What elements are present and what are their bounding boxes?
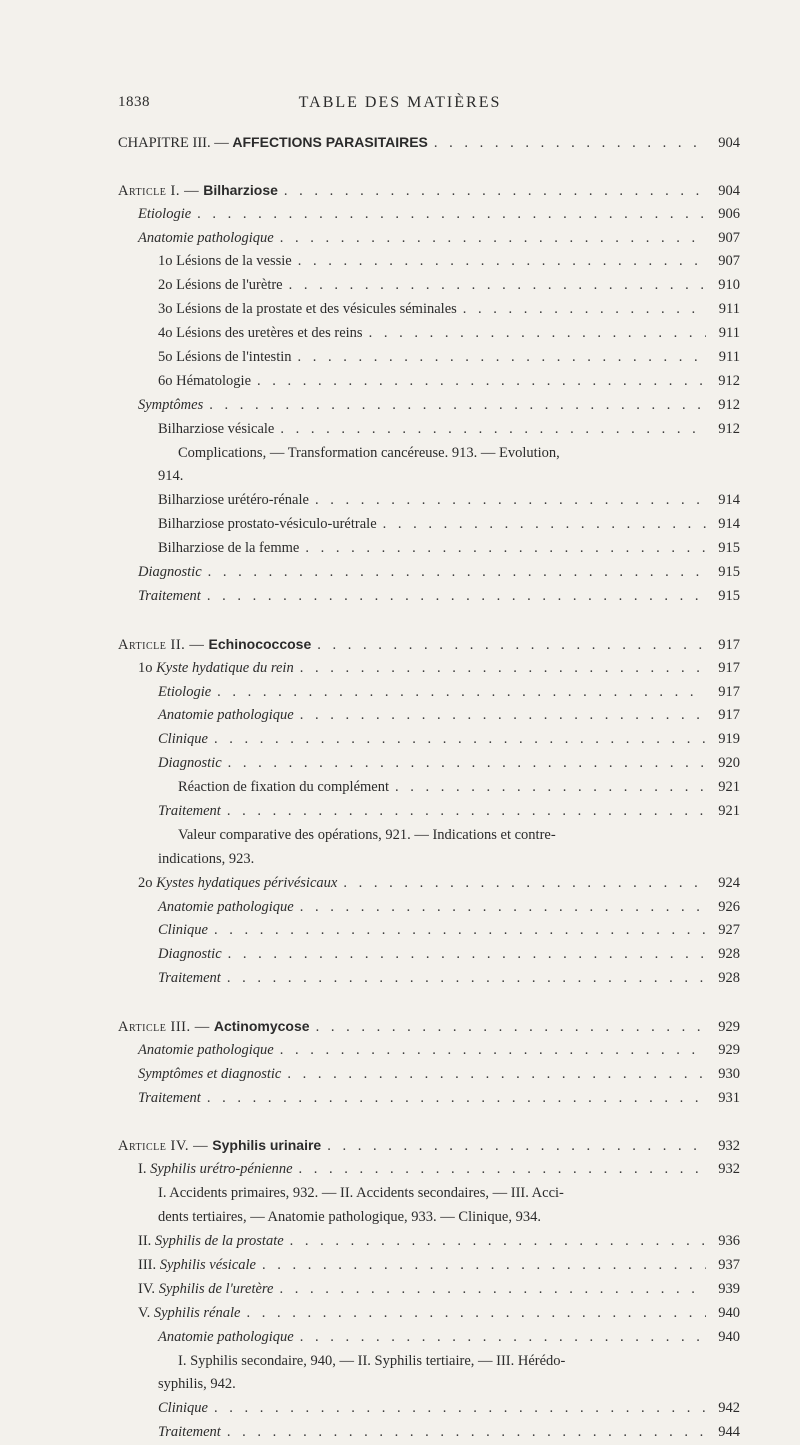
- entry-label-part: III.: [138, 1256, 160, 1273]
- page-ref: 917: [718, 707, 740, 724]
- detail-text: indications, 923.: [158, 850, 255, 867]
- entry-label: [138, 657, 294, 681]
- page-ref: 911: [718, 325, 740, 342]
- entry-label: Anatomie pathologique: [158, 707, 294, 724]
- toc-entry: [0, 896, 800, 920]
- toc-entry: [0, 872, 800, 896]
- page-ref: 915: [718, 540, 740, 557]
- leader-dots: [207, 585, 706, 609]
- toc-entry: [0, 298, 800, 322]
- toc-detail-cont: [0, 1373, 800, 1397]
- page-ref: 907: [718, 253, 740, 270]
- entry-label: [138, 1158, 293, 1182]
- leader-dots: [228, 752, 706, 776]
- entry-label: Traitement: [158, 970, 221, 987]
- article-prefix: Article I. —: [118, 182, 204, 199]
- entry-label: [118, 633, 311, 658]
- leader-dots: [316, 1016, 706, 1040]
- toc-entry: [0, 800, 800, 824]
- entry-label-part: 2o: [138, 874, 157, 891]
- toc-entry: [0, 203, 800, 227]
- toc-entry: [0, 1421, 800, 1445]
- leader-dots: [214, 919, 706, 943]
- page-ref: 917: [718, 659, 740, 676]
- entry-label: Bilharziose prostato-vésiculo-urétrale: [158, 516, 377, 533]
- toc-entry: [0, 1326, 800, 1350]
- entry-label-part: Syphilis vésicale: [159, 1256, 256, 1273]
- page-ref: 915: [718, 587, 740, 604]
- toc-article: [0, 179, 800, 203]
- toc-entry: [0, 919, 800, 943]
- toc-entry: [0, 1087, 800, 1111]
- page-ref: 942: [718, 1400, 740, 1417]
- page-ref: 921: [718, 779, 740, 796]
- page-ref: 924: [718, 874, 740, 891]
- page-ref: 907: [718, 229, 740, 246]
- entry-label: Symptômes: [138, 396, 204, 413]
- entry-label: Diagnostic: [138, 564, 202, 581]
- toc-entry: [0, 250, 800, 274]
- toc-article: [0, 1134, 800, 1158]
- leader-dots: [299, 1158, 706, 1182]
- toc-entry: [0, 274, 800, 298]
- toc-entry: [0, 1230, 800, 1254]
- toc-entry: [0, 346, 800, 370]
- leader-dots: [317, 634, 706, 658]
- entry-label-part: Syphilis de l'uretère: [158, 1280, 274, 1297]
- entry-label: Anatomie pathologique: [138, 1041, 274, 1058]
- leader-dots: [208, 561, 706, 585]
- entry-label: Clinique: [158, 731, 208, 748]
- page-ref: 911: [718, 349, 740, 366]
- entry-label: [138, 1254, 256, 1278]
- toc-entry: [0, 1158, 800, 1182]
- toc-entry: [0, 585, 800, 609]
- entry-label: [138, 1230, 284, 1254]
- entry-label-part: Syphilis urétro-pénienne: [150, 1161, 293, 1178]
- leader-dots: [214, 1397, 706, 1421]
- toc-entry: [0, 943, 800, 967]
- entry-label-part: IV.: [138, 1280, 159, 1297]
- toc-entry: [0, 1397, 800, 1421]
- toc-entry: [0, 776, 800, 800]
- entry-label: Symptômes et diagnostic: [138, 1065, 282, 1082]
- running-title: TABLE DES MATIÈRES: [298, 94, 502, 111]
- leader-dots: [280, 227, 706, 251]
- page-number: 1838: [118, 94, 150, 110]
- chapter-title: AFFECTIONS PARASITAIRES: [232, 134, 428, 150]
- toc-entry: [0, 1302, 800, 1326]
- page-ref: 917: [718, 683, 740, 700]
- entry-label: 5o Lésions de l'intestin: [158, 349, 292, 366]
- article-title: Actinomycose: [213, 1018, 310, 1035]
- toc-article: [0, 1015, 800, 1039]
- toc-entry: [0, 513, 800, 537]
- entry-label: [118, 1134, 321, 1159]
- entry-label: Bilharziose de la femme: [158, 540, 300, 557]
- toc-entry: [0, 657, 800, 681]
- page-ref: 940: [718, 1304, 740, 1321]
- detail-text: Complications, — Transformation cancéreuse. 913. — Evolution,: [178, 444, 560, 461]
- leader-dots: [300, 657, 706, 681]
- toc-entry: [0, 370, 800, 394]
- article-title: Echinococcose: [208, 635, 312, 652]
- toc-entry: [0, 681, 800, 705]
- leader-dots: [284, 180, 706, 204]
- leader-dots: [227, 1421, 706, 1445]
- page-header: [0, 94, 800, 118]
- toc-detail: [0, 1350, 800, 1374]
- detail-text: Valeur comparative des opérations, 921. — Indications et contre-: [178, 826, 556, 843]
- toc-entry: [0, 489, 800, 513]
- leader-dots: [280, 1039, 706, 1063]
- entry-label: [118, 131, 428, 156]
- page-ref: 917: [718, 636, 740, 653]
- toc-detail-cont: [0, 848, 800, 872]
- page-ref: 911: [718, 301, 740, 318]
- entry-label-part: I.: [138, 1161, 151, 1178]
- article-title: Bilharziose: [203, 181, 278, 198]
- leader-dots: [343, 872, 706, 896]
- entry-label: Traitement: [158, 802, 221, 819]
- page-ref: 937: [718, 1256, 740, 1273]
- detail-text: syphilis, 942.: [158, 1376, 236, 1393]
- toc-entry: [0, 561, 800, 585]
- leader-dots: [369, 322, 706, 346]
- toc-entry: [0, 728, 800, 752]
- toc-entry: [0, 1063, 800, 1087]
- leader-dots: [197, 203, 706, 227]
- article-prefix: Article III. —: [118, 1019, 214, 1036]
- leader-dots: [300, 896, 706, 920]
- leader-dots: [214, 728, 706, 752]
- page-ref: 912: [718, 396, 740, 413]
- article-prefix: Article II. —: [118, 636, 209, 653]
- entry-label: [118, 1015, 310, 1040]
- page-ref: 914: [718, 516, 740, 533]
- entry-label-part: II.: [138, 1233, 155, 1250]
- page-ref: 936: [718, 1233, 740, 1250]
- entry-label: [138, 872, 337, 896]
- page-ref: 929: [718, 1041, 740, 1058]
- entry-label: Clinique: [158, 922, 208, 939]
- entry-label: Etiologie: [158, 683, 212, 700]
- toc-chapter: [0, 131, 800, 155]
- page-ref: 919: [718, 731, 740, 748]
- entry-label: Réaction de fixation du complément: [178, 779, 389, 796]
- entry-label-part: Kystes hydatiques périvésicaux: [156, 874, 338, 891]
- entry-label: Traitement: [138, 1089, 201, 1106]
- leader-dots: [228, 943, 706, 967]
- page-ref: 915: [718, 564, 740, 581]
- page-ref: 904: [718, 182, 740, 199]
- entry-label: [138, 1302, 240, 1326]
- leader-dots: [279, 1278, 706, 1302]
- entry-label: Anatomie pathologique: [158, 898, 294, 915]
- entry-label-part: V.: [138, 1304, 154, 1321]
- entry-label: Anatomie pathologique: [158, 1328, 294, 1345]
- detail-text: I. Accidents primaires, 932. — II. Accidents secondaires, — III. Acci-: [158, 1185, 564, 1202]
- toc-entry: [0, 967, 800, 991]
- toc-entry: [0, 418, 800, 442]
- page-ref: 939: [718, 1280, 740, 1297]
- detail-text: dents tertiaires, — Anatomie pathologique, 933. — Clinique, 934.: [158, 1209, 541, 1226]
- entry-label-part: Kyste hydatique du rein: [156, 659, 294, 676]
- entry-label: Traitement: [158, 1424, 221, 1441]
- entry-label: 2o Lésions de l'urètre: [158, 277, 283, 294]
- page-ref: 906: [718, 205, 740, 222]
- toc-entry: [0, 1254, 800, 1278]
- toc-detail: [0, 1182, 800, 1206]
- leader-dots: [298, 346, 706, 370]
- toc-detail: [0, 442, 800, 466]
- page-ref: 921: [718, 802, 740, 819]
- entry-label-part: Syphilis de la prostate: [154, 1233, 284, 1250]
- toc-entry: [0, 227, 800, 251]
- entry-label: Clinique: [158, 1400, 208, 1417]
- leader-dots: [434, 132, 706, 156]
- entry-label-part: Syphilis rénale: [153, 1304, 241, 1321]
- page-ref: 930: [718, 1065, 740, 1082]
- entry-label: Diagnostic: [158, 755, 222, 772]
- toc-entry: [0, 322, 800, 346]
- leader-dots: [287, 1063, 706, 1087]
- leader-dots: [289, 274, 706, 298]
- leader-dots: [395, 776, 706, 800]
- toc-detail: [0, 824, 800, 848]
- article-prefix: Article IV. —: [118, 1138, 213, 1155]
- leader-dots: [383, 513, 706, 537]
- article-title: Syphilis urinaire: [212, 1137, 322, 1154]
- leader-dots: [327, 1135, 706, 1159]
- toc-entry: [0, 752, 800, 776]
- entry-label: Anatomie pathologique: [138, 229, 274, 246]
- page-ref: 932: [718, 1138, 740, 1155]
- leader-dots: [298, 250, 706, 274]
- leader-dots: [315, 489, 706, 513]
- entry-label: Etiologie: [138, 205, 192, 222]
- page-ref: 904: [718, 135, 740, 151]
- page-ref: 928: [718, 970, 740, 987]
- page-ref: 940: [718, 1328, 740, 1345]
- detail-text: 914.: [158, 468, 184, 485]
- entry-label: Diagnostic: [158, 946, 222, 963]
- leader-dots: [305, 537, 706, 561]
- toc-detail-cont: [0, 1206, 800, 1230]
- leader-dots: [463, 298, 706, 322]
- leader-dots: [280, 418, 706, 442]
- leader-dots: [300, 1326, 706, 1350]
- page-ref: 926: [718, 898, 740, 915]
- leader-dots: [227, 967, 706, 991]
- page-ref: 927: [718, 922, 740, 939]
- toc-article: [0, 633, 800, 657]
- chapter-prefix: CHAPITRE III. —: [118, 135, 233, 151]
- leader-dots: [300, 704, 706, 728]
- entry-label: 3o Lésions de la prostate et des vésicules séminales: [158, 301, 457, 318]
- toc-entry: [0, 704, 800, 728]
- toc-entry: [0, 1278, 800, 1302]
- entry-label: 4o Lésions des uretères et des reins: [158, 325, 363, 342]
- detail-text: I. Syphilis secondaire, 940, — II. Syphilis tertiaire, — III. Hérédo-: [178, 1352, 566, 1369]
- page-ref: 928: [718, 946, 740, 963]
- toc-entry: [0, 537, 800, 561]
- leader-dots: [207, 1087, 706, 1111]
- entry-label: Bilharziose vésicale: [158, 420, 275, 437]
- page-ref: 912: [718, 372, 740, 389]
- entry-label: [138, 1278, 273, 1302]
- toc-entry: [0, 1039, 800, 1063]
- toc-entry: [0, 394, 800, 418]
- page-ref: 910: [718, 277, 740, 294]
- page-ref: 929: [718, 1019, 740, 1036]
- page-ref: 944: [718, 1424, 740, 1441]
- page-ref: 920: [718, 755, 740, 772]
- page-ref: 931: [718, 1089, 740, 1106]
- toc-detail-cont: [0, 465, 800, 489]
- entry-label: [118, 179, 278, 204]
- entry-label: Traitement: [138, 587, 201, 604]
- leader-dots: [227, 800, 706, 824]
- entry-label: 1o Lésions de la vessie: [158, 253, 292, 270]
- leader-dots: [217, 681, 706, 705]
- entry-label-part: 1o: [138, 659, 157, 676]
- leader-dots: [246, 1302, 706, 1326]
- leader-dots: [209, 394, 706, 418]
- entry-label: Bilharziose urétéro-rénale: [158, 492, 309, 509]
- entry-label: 6o Hématologie: [158, 372, 252, 389]
- table-of-contents: [0, 131, 800, 1445]
- leader-dots: [290, 1230, 706, 1254]
- page-ref: 914: [718, 492, 740, 509]
- page-ref: 912: [718, 420, 740, 437]
- leader-dots: [262, 1254, 706, 1278]
- leader-dots: [257, 370, 706, 394]
- page-ref: 932: [718, 1161, 740, 1178]
